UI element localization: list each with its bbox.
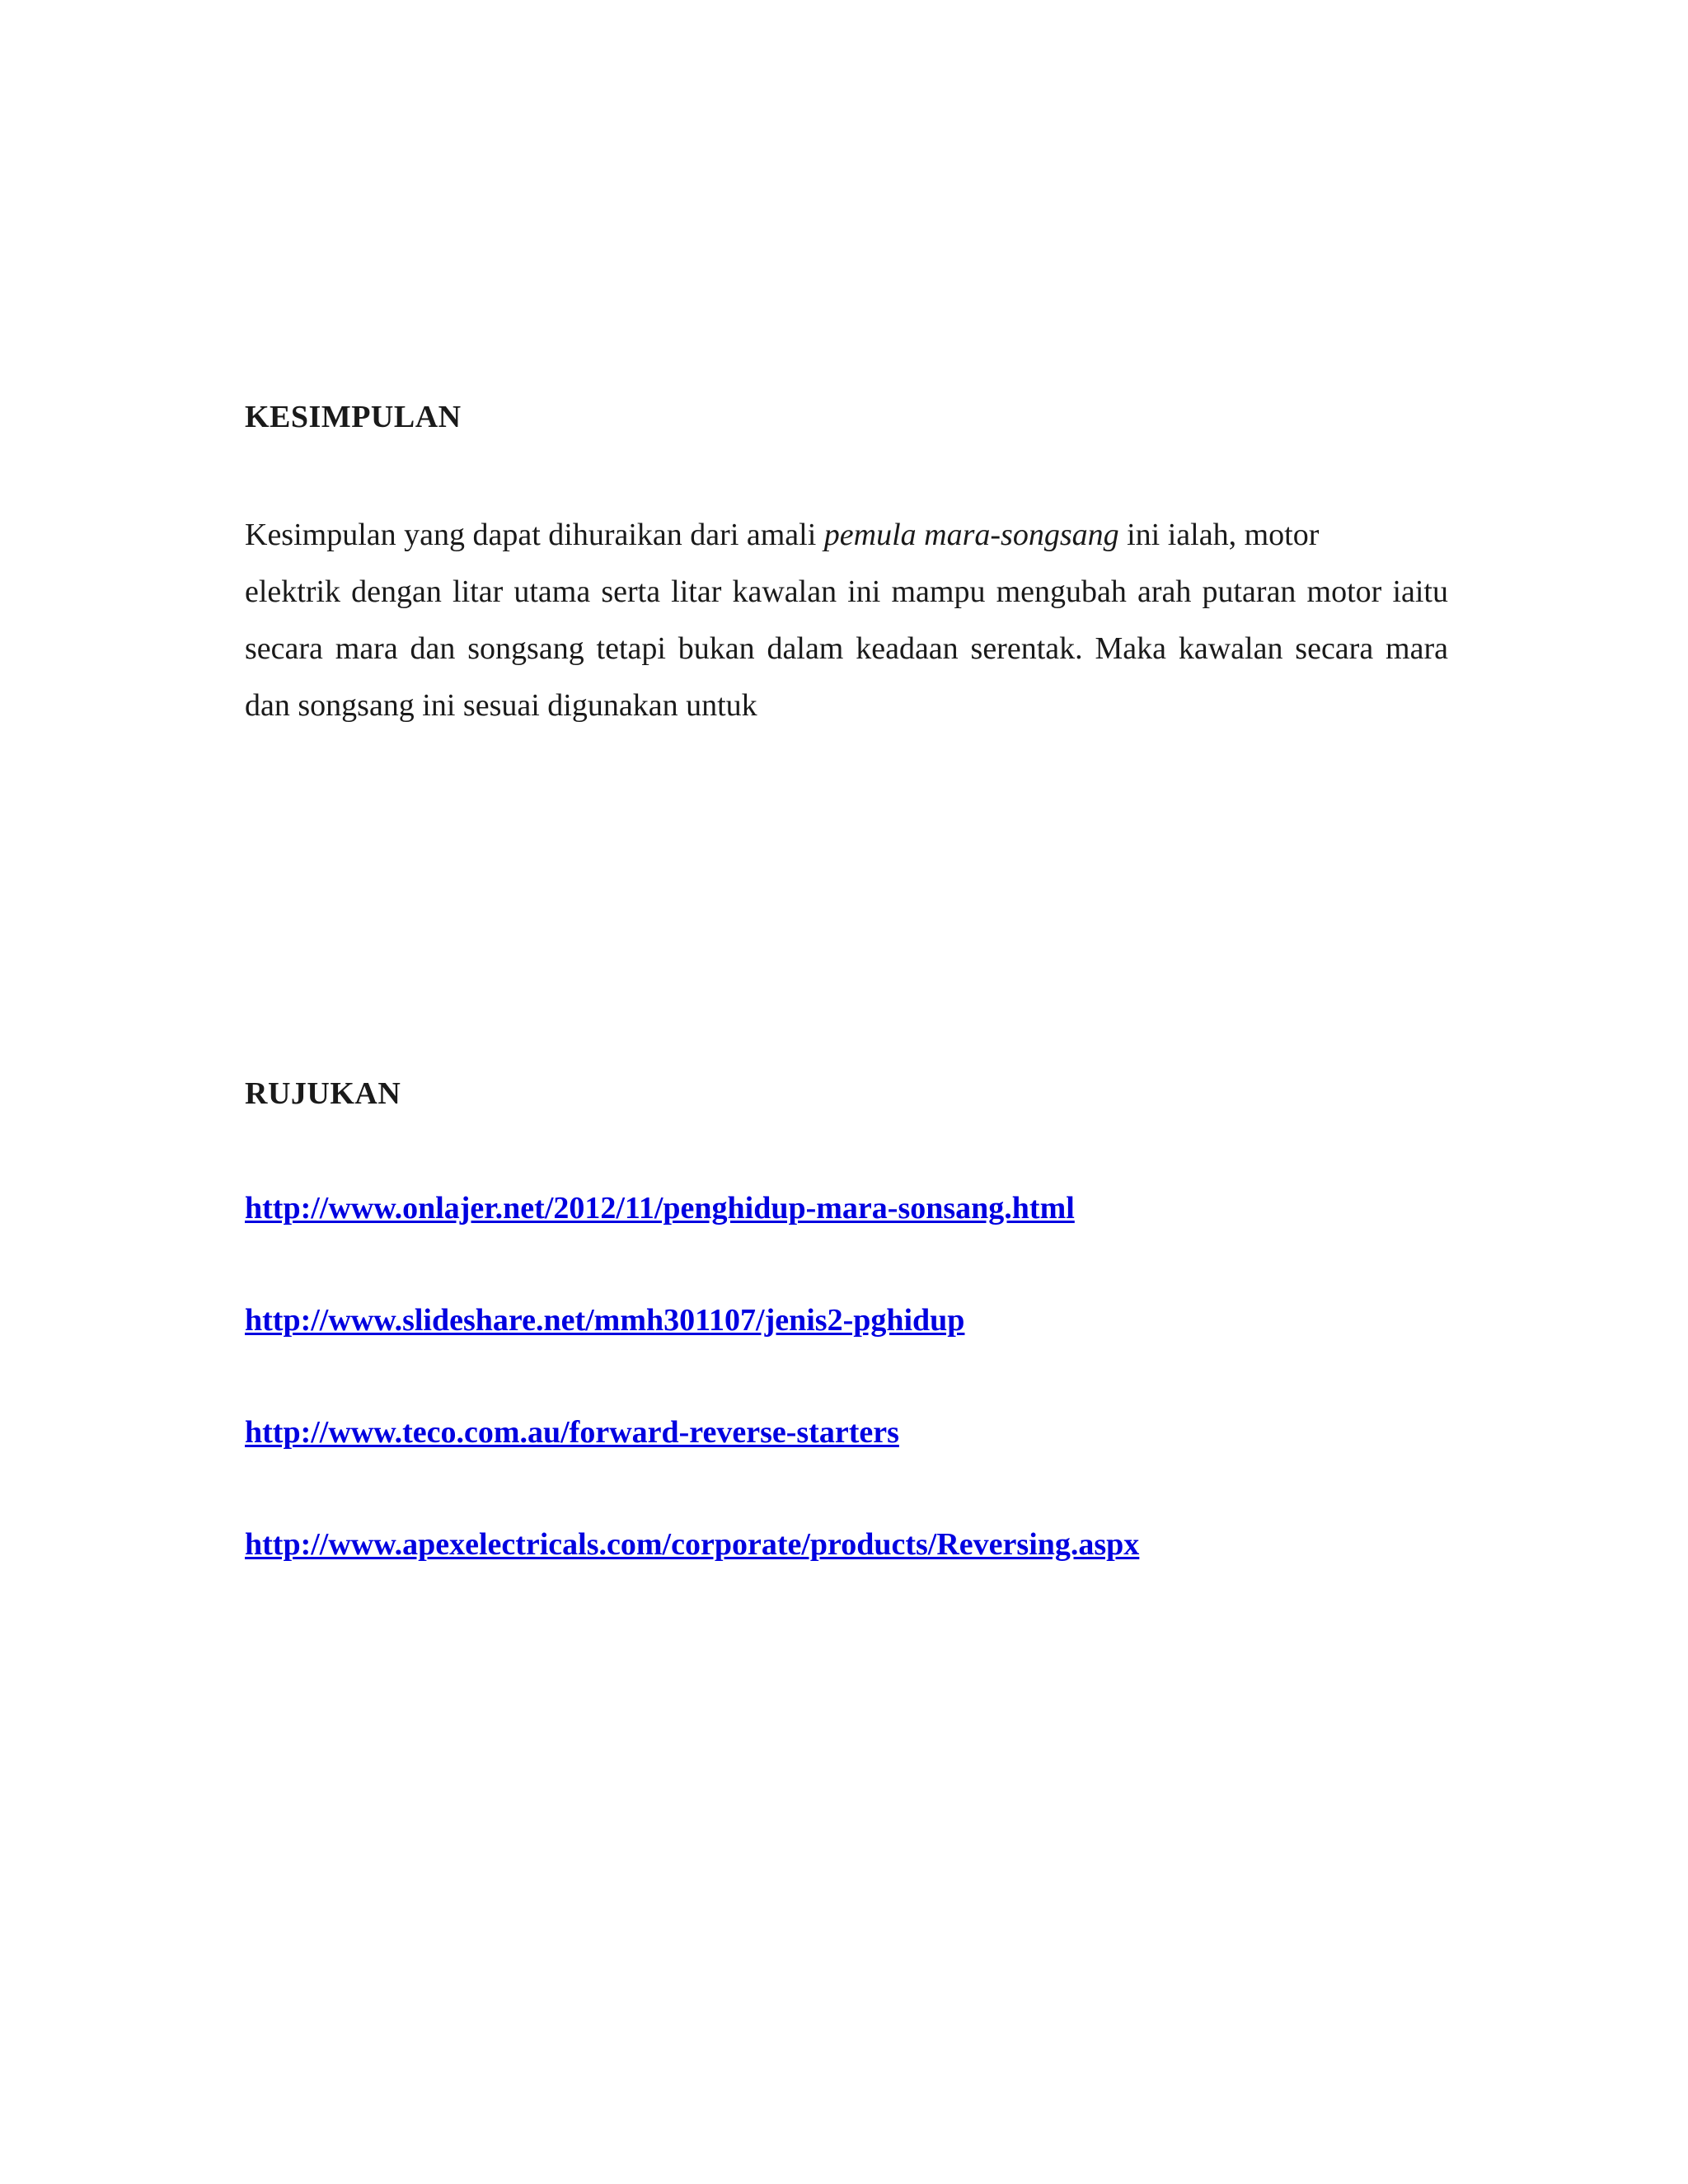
conclusion-paragraph xyxy=(245,507,1448,734)
conclusion-italic-term: pemula mara-songsang xyxy=(823,518,1119,552)
conclusion-line-4: dan songsang ini sesuai digunakan untuk xyxy=(245,688,757,723)
conclusion-line-1-start: Kesimpulan yang dapat dihuraikan dari amali xyxy=(245,518,824,552)
reference-link-slideshare[interactable]: http://www.slideshare.net/mmh301107/jenis2-pghidup xyxy=(245,1303,965,1338)
conclusion-heading: KESIMPULAN xyxy=(245,400,462,434)
conclusion-line-3: secara mara dan songsang tetapi bukan dalam keadaan serentak. Maka kawalan secara mara xyxy=(245,631,1448,666)
reference-link-apexelectricals[interactable]: http://www.apexelectricals.com/corporate/products/Reversing.aspx xyxy=(245,1527,1140,1562)
reference-link-onlajer[interactable]: http://www.onlajer.net/2012/11/penghidup-mara-sonsang.html xyxy=(245,1191,1075,1226)
reference-link-teco[interactable]: http://www.teco.com.au/forward-reverse-starters xyxy=(245,1415,899,1450)
references-heading: RUJUKAN xyxy=(245,1076,401,1111)
conclusion-line-1 xyxy=(245,507,1448,564)
conclusion-line-2: elektrik dengan litar utama serta litar kawalan ini mampu mengubah arah putaran motor iaitu xyxy=(245,574,1448,609)
conclusion-line-1-end: ini ialah, motor xyxy=(1118,518,1320,552)
